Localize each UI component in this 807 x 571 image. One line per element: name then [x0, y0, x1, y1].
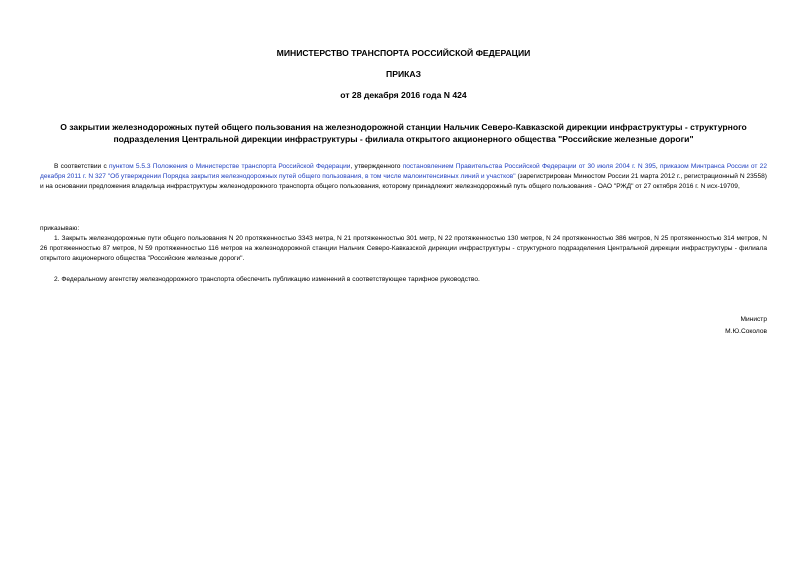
order-heading: ПРИКАЗ [386, 69, 421, 79]
command-word: приказываю: [40, 225, 80, 232]
basis-text-4: (зарегистрирован Минюстом России 21 марта 2012 г., регистрационный N 23558) и на основании предложения владельца инфраструктуры железнодорожного транспорта общего пользования, которому принадлежит железнодорожный путь общего пользования - ОАО "РЖД" от 27 октября 2016 г. N исх-19709, [40, 173, 767, 190]
link-regulation-clause[interactable]: пунктом 5.5.3 Положения о Министерстве транспорта Российской Федерации [109, 163, 351, 170]
basis-text-2: , утвержденного [350, 163, 403, 170]
basis-text-3: , [655, 163, 660, 170]
signature-block [725, 314, 767, 338]
order-item-2: 2. Федеральному агентству железнодорожного транспорта обеспечить публикацию изменений в соответствующее тарифное руководство. [54, 276, 480, 283]
link-mintrans-order[interactable]: приказом Минтранса России от 22 декабря 2011 г. N 327 "Об утверждении Порядка закрытия железнодорожных путей общего пользования, в том числе малоинтенсивных линий и участков" [40, 163, 767, 180]
signature-position: Министр [740, 316, 767, 323]
order-date-number: от 28 декабря 2016 года N 424 [340, 90, 467, 100]
link-government-decree[interactable]: постановлением Правительства Российской Федерации от 30 июля 2004 г. N 395 [402, 163, 656, 170]
signature-name: М.Ю.Соколов [725, 328, 767, 335]
order-item-1: 1. Закрыть железнодорожные пути общего пользования N 20 протяженностью 3343 метра, N 21 протяженностью 301 метр, N 22 протяженностью 130 метров, N 24 протяженностью 386 метров, N 25 протяженностью 314 метров, N 26 протяженностью 87 метров, N 59 протяженностью 116 метров на железнодорожной станции Нальчик Северо-Кавказской дирекции инфраструктуры - структурного подразделения Центральной дирекции инфраструктуры - филиала открытого акционерного общества "Российские железные дороги". [40, 235, 767, 262]
ministry-heading: МИНИСТЕРСТВО ТРАНСПОРТА РОССИЙСКОЙ ФЕДЕРАЦИИ [276, 48, 531, 58]
order-title: О закрытии железнодорожных путей общего пользования на железнодорожной станции Нальчик Северо-Кавказской дирекции инфраструктуры - структурного подразделения Центральной дирекции инфраструктуры - филиала открытого акционерного общества "Российские железные дороги" [60, 122, 747, 144]
basis-paragraph [40, 162, 767, 192]
basis-text-1: В соответствии с [54, 163, 110, 170]
